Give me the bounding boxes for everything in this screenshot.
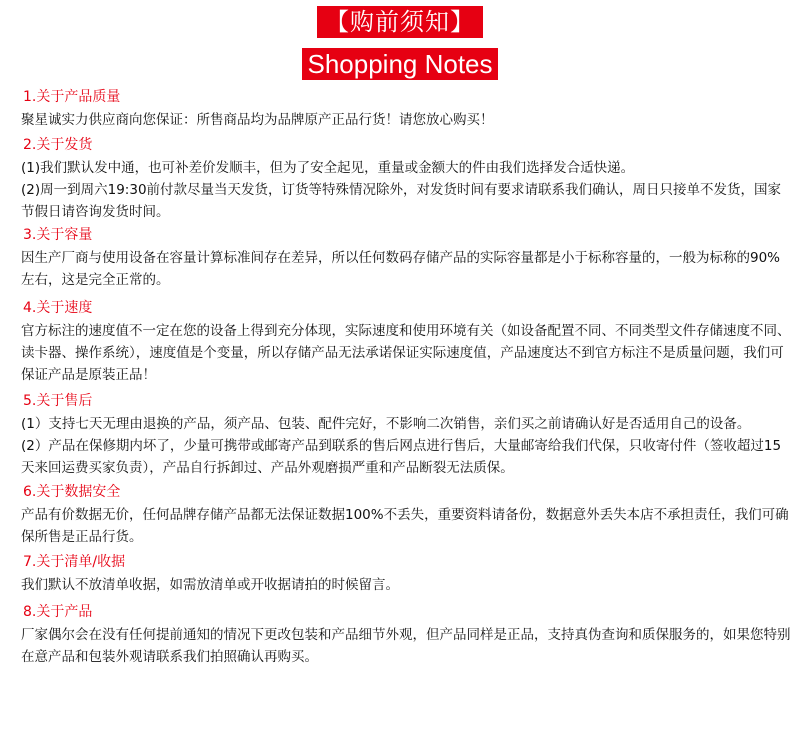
page-title-cn: 【购前须知】 xyxy=(317,6,483,38)
section-data-security xyxy=(21,483,793,548)
section-shipping xyxy=(21,136,793,223)
section-title: 1.关于产品质量 xyxy=(23,89,121,105)
notes-content xyxy=(21,88,793,668)
section-receipt xyxy=(21,553,793,596)
section-paragraph: 厂家偶尔会在没有任何提前通知的情况下更改包装和产品细节外观，但产品同样是正品，支持真伪查询和质保服务的，如果您特别在意产品和包装外观请联系我们拍照确认再购买。 xyxy=(21,627,791,665)
section-paragraph: (1）支持七天无理由退换的产品，须产品、包装、配件完好，不影响二次销售，亲们买之前请确认好是否适用自己的设备。 xyxy=(21,416,751,432)
section-product-quality xyxy=(21,88,793,131)
section-capacity xyxy=(21,226,793,291)
section-paragraph: (1)我们默认发中通，也可补差价发顺丰，但为了安全起见，重量或金额大的件由我们选择发合适快递。 xyxy=(21,160,635,176)
section-title: 6.关于数据安全 xyxy=(23,484,121,500)
section-title: 4.关于速度 xyxy=(23,300,93,316)
section-product xyxy=(21,603,793,668)
section-title: 8.关于产品 xyxy=(23,604,93,620)
section-paragraph: (2）产品在保修期内坏了，少量可携带或邮寄产品到联系的售后网点进行售后，大量邮寄给我们代保，只收寄付件（签收超过15天来回运费买家负责），产品自行拆卸过、产品外观磨损严重和产品断裂无法质保。 xyxy=(21,438,782,476)
page-title-en: Shopping Notes xyxy=(302,48,497,80)
section-paragraph: 因生产厂商与使用设备在容量计算标准间存在差异，所以任何数码存储产品的实际容量都是小于标称容量的，一般为标称的90%左右，这是完全正常的。 xyxy=(21,250,781,288)
section-title: 3.关于容量 xyxy=(23,227,93,243)
section-paragraph: 官方标注的速度值不一定在您的设备上得到充分体现，实际速度和使用环境有关（如设备配置不同、不同类型文件存储速度不同、读卡器、操作系统），速度值是个变量，所以存储产品无法承诺保证实际速度值，产品速度达不到官方标注不是质量问题，我们可保证产品是原装正品！ xyxy=(21,323,791,383)
section-title: 7.关于清单/收据 xyxy=(23,554,126,570)
section-after-sales xyxy=(21,392,793,479)
section-title: 5.关于售后 xyxy=(23,393,93,409)
section-speed xyxy=(21,299,793,386)
header xyxy=(0,6,800,80)
section-paragraph: 聚星诚实力供应商向您保证：所售商品均为品牌原产正品行货！请您放心购买！ xyxy=(21,112,494,128)
section-title: 2.关于发货 xyxy=(23,137,93,153)
section-paragraph: 我们默认不放清单收据，如需放清单或开收据请拍的时候留言。 xyxy=(21,577,399,593)
section-paragraph: 产品有价数据无价，任何品牌存储产品都无法保证数据100%不丢失，重要资料请备份，数据意外丢失本店不承担责任，我们可确保所售是正品行货。 xyxy=(21,507,789,545)
section-paragraph: (2)周一到周六19:30前付款尽量当天发货，订货等特殊情况除外，对发货时间有要求请联系我们确认，周日只接单不发货，国家节假日请咨询发货时间。 xyxy=(21,182,782,220)
